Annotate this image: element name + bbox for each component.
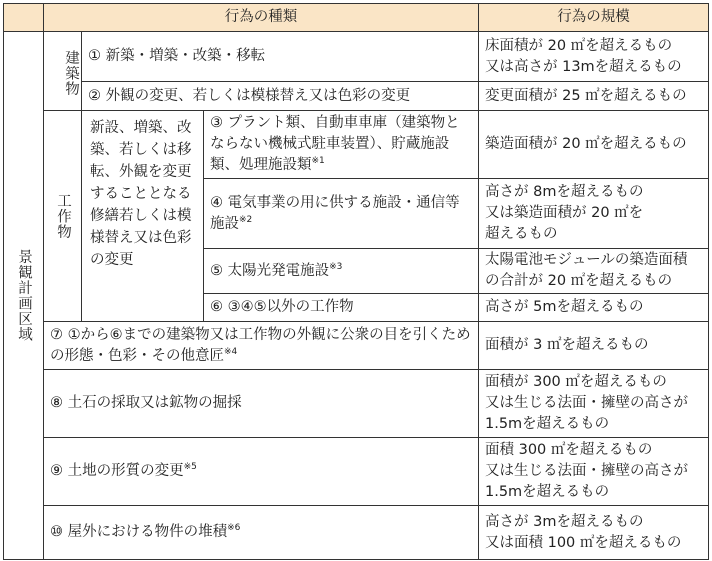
table-row	[4, 322, 709, 370]
item-9: ⑨ 土地の形質の変更$^{※5}$	[44, 438, 479, 506]
scale-4: 高さが 8mを超えるもの 又は築造面積が 20 ㎡を 超えるもの	[479, 179, 709, 249]
header-corner	[4, 4, 44, 32]
item-2: ② 外観の変更、若しくは模様替え又は色彩の変更	[82, 82, 479, 111]
item-5: ⑤ 太陽光発電施設$^{※3}$	[204, 249, 479, 294]
item-7: ⑦ ①から⑥までの建築物又は工作物の外観に公衆の目を引くための形態・色彩・その他意匠$^{※4}$	[44, 322, 479, 370]
item-3: ③ プラント類、自動車車庫（建築物とならない機械式駐車装置）、貯蔵施設類、処理施設類$^{※1}$	[204, 111, 479, 179]
item-8: ⑧ 土石の採取又は鉱物の掘採	[44, 370, 479, 438]
item-1: ① 新築・増築・改築・移転	[82, 32, 479, 82]
table-row	[4, 506, 709, 560]
scale-6: 高さが 5mを超えるもの	[479, 294, 709, 322]
table-row	[4, 438, 709, 506]
scale-7: 面積が 3 ㎡を超えるもの	[479, 322, 709, 370]
table-row	[4, 111, 709, 179]
item-4: ④ 電気事業の用に供する施設・通信等施設$^{※2}$	[204, 179, 479, 249]
building-label: 建築物	[44, 32, 82, 111]
table-row	[4, 32, 709, 82]
scale-2: 変更面積が 25 ㎡を超えるもの	[479, 82, 709, 111]
landscape-regulation-table	[3, 3, 709, 560]
scale-1: 床面積が 20 ㎡を超えるもの 又は高さが 13mを超えるもの	[479, 32, 709, 82]
header-type: 行為の種類	[44, 4, 479, 32]
structure-label: 工作物	[44, 111, 82, 322]
item-6: ⑥ ③④⑤以外の工作物	[204, 294, 479, 322]
scale-5: 太陽電池モジュールの築造面積 の合計が 20 ㎡を超えるもの	[479, 249, 709, 294]
header-scale: 行為の規模	[479, 4, 709, 32]
scale-3: 築造面積が 20 ㎡を超えるもの	[479, 111, 709, 179]
table-row	[4, 82, 709, 111]
header-row	[4, 4, 709, 32]
area-label: 景観計画区域	[4, 32, 44, 560]
scale-10: 高さが 3mを超えるもの 又は面積 100 ㎡を超えるもの	[479, 506, 709, 560]
table-row	[4, 370, 709, 438]
structure-acts: 新設、増築、改築、若しくは移転、外観を変更することとなる修繕若しくは模様替え又は色彩の変更	[82, 111, 204, 322]
scale-9: 面積 300 ㎡を超えるもの 又は生じる法面・擁壁の高さが 1.5mを超えるもの	[479, 438, 709, 506]
scale-8: 面積が 300 ㎡を超えるもの 又は生じる法面・擁壁の高さが 1.5mを超えるもの	[479, 370, 709, 438]
item-10: ⑩ 屋外における物件の堆積$^{※6}$	[44, 506, 479, 560]
